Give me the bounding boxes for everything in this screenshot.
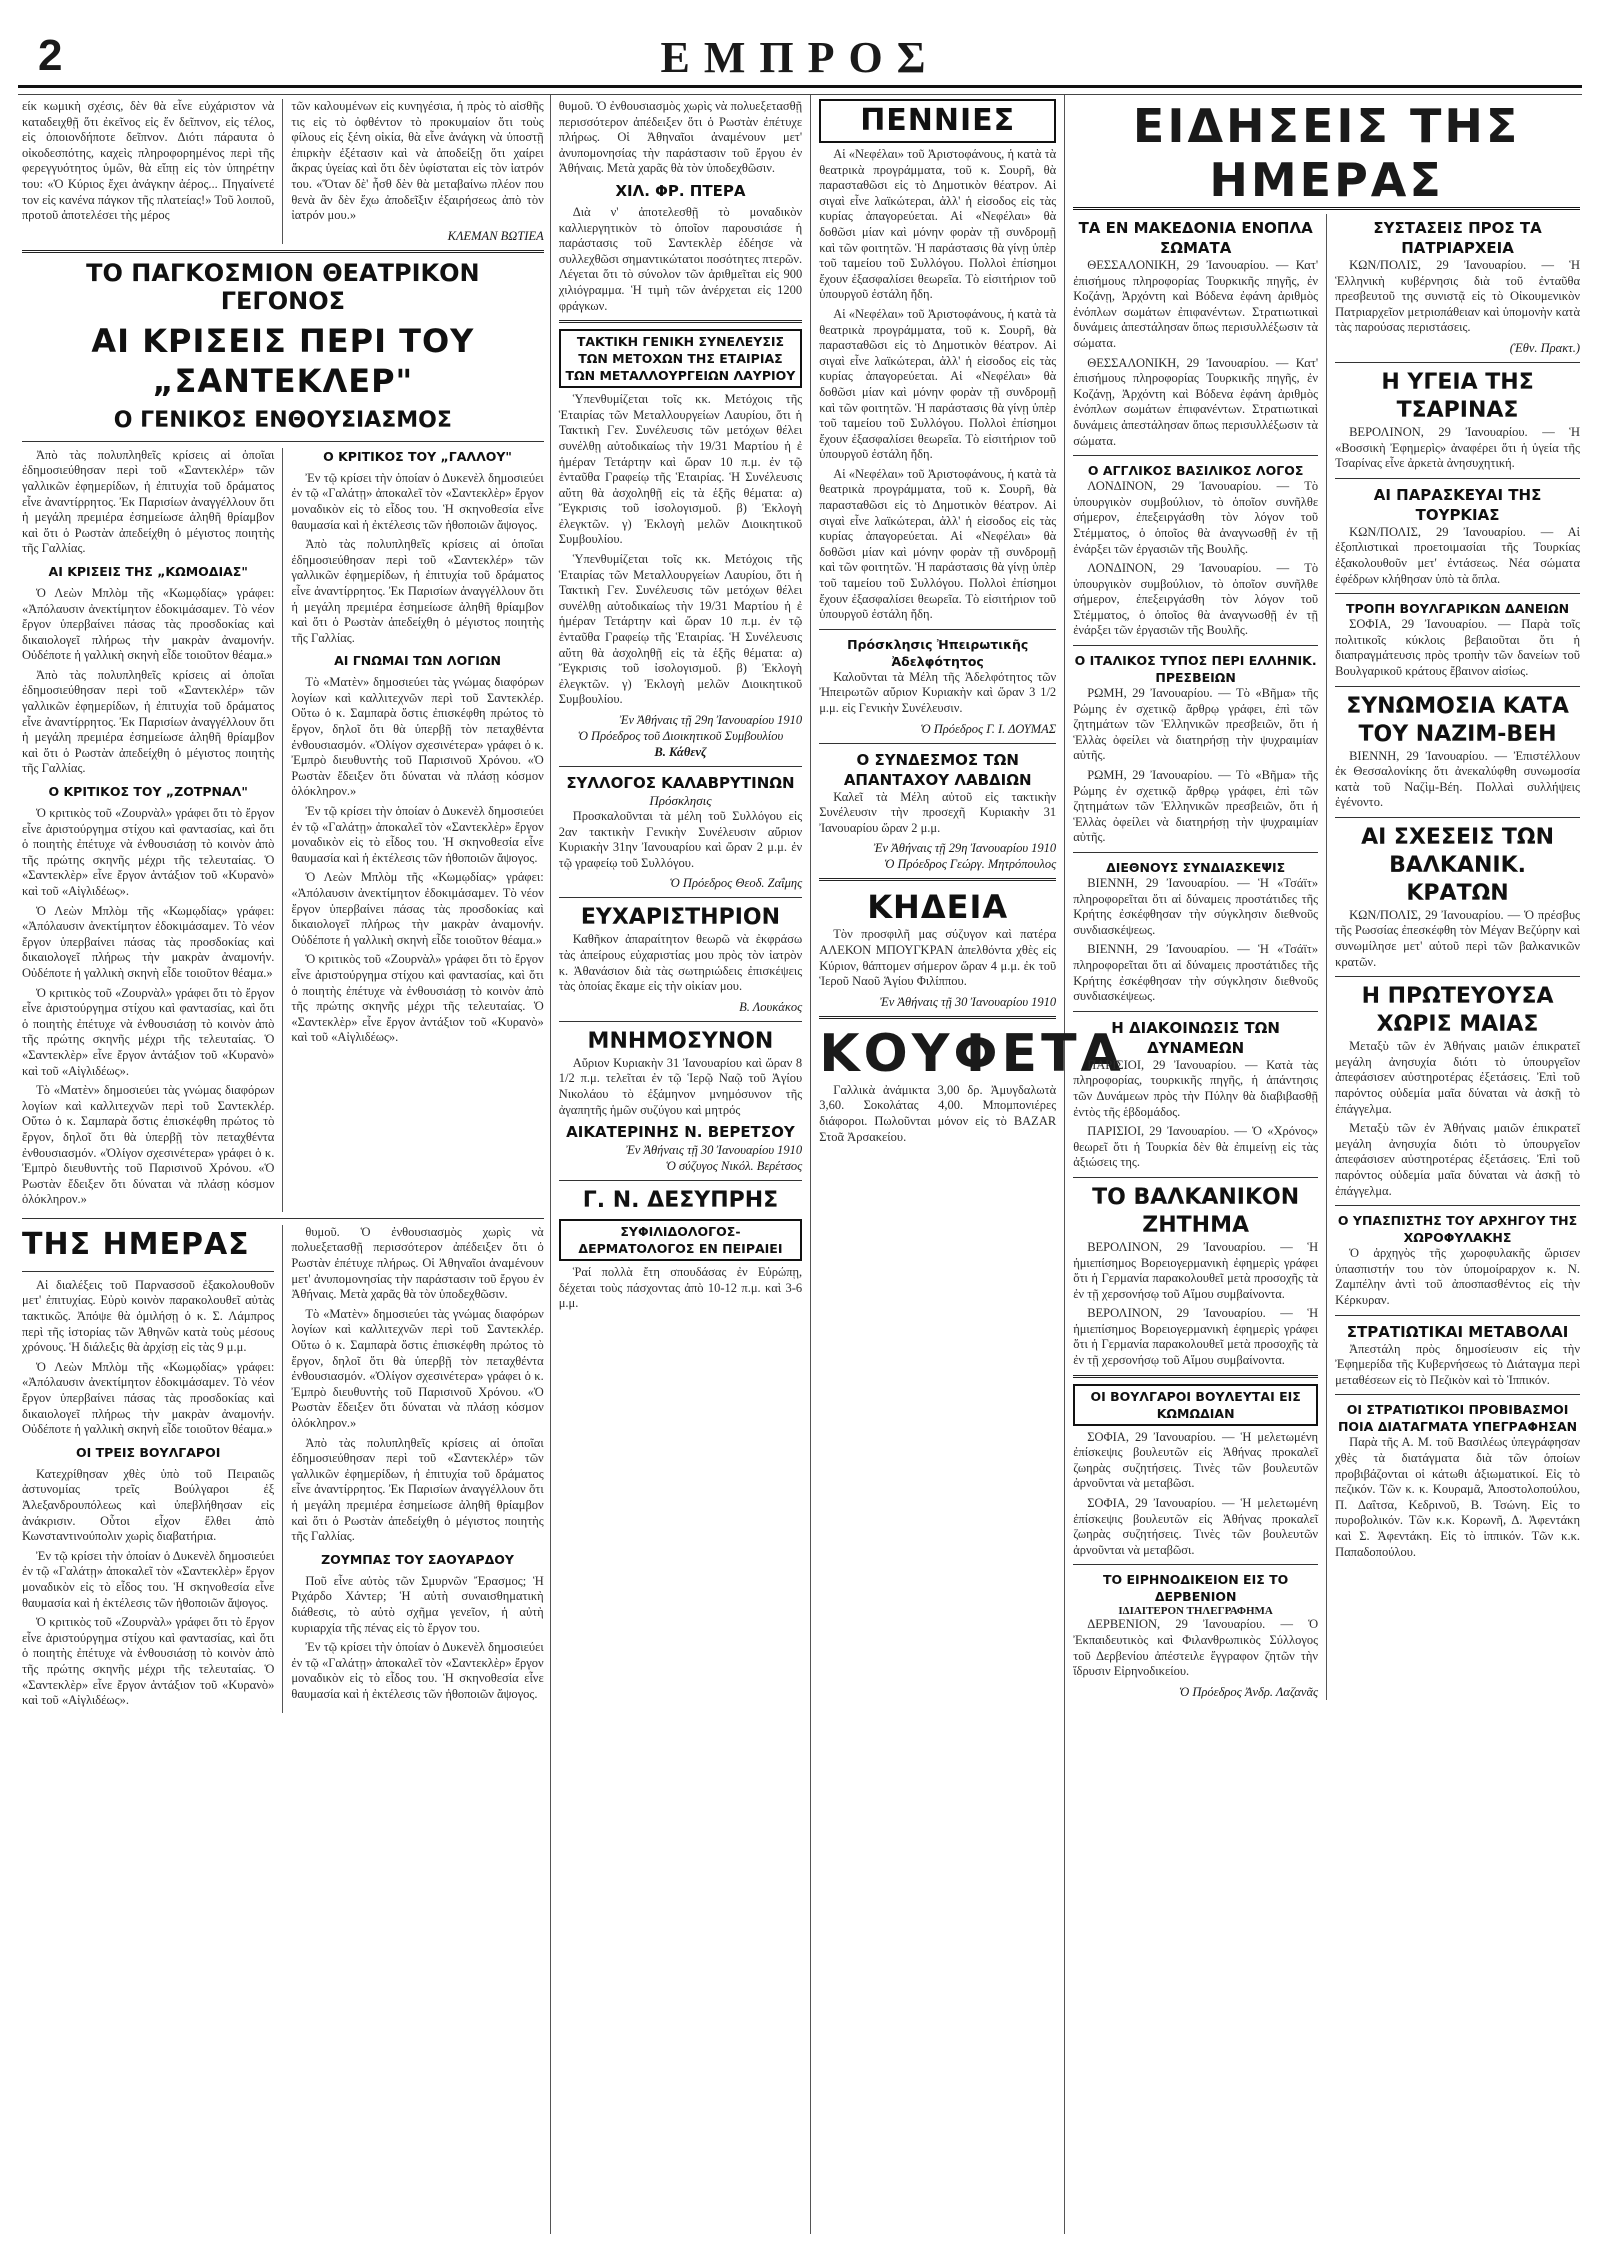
feature-right-text-1b: Ἀπὸ τὰς πολυπληθεῖς κρίσεις αἱ ὁποῖαι ἐδημοσιεύθησαν περὶ τοῦ «Σαντεκλέρ» τῶν γαλλικῶν ἐφημερίδων, ἡ ἐπιτυχία τοῦ δράματος εἶνε ἀναντίρρητος. Ἐκ Παρισίων ἀναγγέλλουν ὅτι ἡ μεγάλη πρεμιέρα ἐσημείωσε ἀληθῆ θρίαμβον καὶ ὅτι ὁ Ρωστὰν ἀπεδείχθη ὁ μέγιστος ποιητὴς τῆς Γαλλίας. [291, 537, 544, 645]
feature-right-text-3c: Ἀπὸ τὰς πολυπληθεῖς κρίσεις αἱ ὁποῖαι ἐδημοσιεύθησαν περὶ τοῦ «Σαντεκλέρ» τῶν γαλλικῶν ἐφημερίδων, ἡ ἐπιτυχία τοῦ δράματος εἶνε ἀναντίρρητος. Ἐκ Παρισίων ἀναγγέλλουν ὅτι ἡ μεγάλη πρεμιέρα ἐσημείωσε ἀληθῆ θρίαμβον καὶ ὅτι ὁ Ρωστὰν ἀπεδείχθη ὁ μέγιστος ποιητὴς τῆς Γαλλίας. [291, 1435, 544, 1544]
col4-lead: θυμοῦ. Ὁ ἐνθουσιασμὸς χωρὶς νὰ πολυεξετασθῇ περισσότερον ἀπέδειξεν ὅτι ὁ Ρωστὰν ἐπέτυχε πλήρως. Οἱ Ἀθηναῖοι ἀναμένουν μετ' ἀνυπομονησίας τὴν παράστασιν τοῦ ἔργου ἐν Ἀθήναις. Μετὰ χαρᾶς θὰ τὸν ὑποδεχθῶσιν. [558, 99, 803, 176]
paraskeues-text: ΚΩΝ/ΠΟΛΙΣ, 29 Ἰανουαρίου. — Αἱ ἐξοπλιστικαὶ προετοιμασίαι τῆς Τουρκίας ἐξακολουθοῦν μετ' ἐντάσεως. Νέα σώματα ἐφέδρων κλήθησαν ὑπὸ τὰ ὅπλα. [1335, 524, 1580, 586]
left-block [18, 95, 551, 2234]
voulgaroi-text: Κατεχρίθησαν χθὲς ὑπὸ τοῦ Πειραιῶς ἀστυνομίας τρεῖς Βούλγαροι ἐξ Ἀλεξανδρουπόλεως καὶ ὑπεβλήθησαν εἰς ἀνάκρισιν. Οὗτοι εἶχον ἔλθει ἀπὸ Κωνσταντινούπολιν χωρὶς διαβατήρια. [22, 1466, 275, 1544]
news-block [1065, 95, 1582, 2234]
feature-kicker: ΤΟ ΠΑΓΚΟΣΜΙΟΝ ΘΕΑΤΡΙΚΟΝ ΓΕΓΟΝΟΣ [86, 258, 480, 315]
synomosia-heading: ΣΥΝΩΜΟΣΙΑ ΚΑΤΑ ΤΟΥ ΝΑΖΙΜ-ΒΕΗ [1346, 693, 1569, 747]
balkaniko-text: ΒΕΡΟΛΙΝΟΝ, 29 Ἰανουαρίου. — Ἡ ἡμιεπίσημος Βορειογερμανικὴ ἐφημερὶς γράφει ὅτι ἡ Γερμανία παρακολουθεῖ μετὰ προσοχῆς τὰ ἐν τῇ χερσονήσῳ τοῦ Αἵμου συμβαίνοντα. [1073, 1239, 1319, 1301]
voulgaroi-text-c: Ὁ κριτικὸς τοῦ «Ζουρνὰλ» γράφει ὅτι τὸ ἔργον εἶνε ἀριστούργημα στίχου καὶ φαντασίας, καὶ ὅτι ὁ ποιητὴς ἐπέτυχε νὰ ἐνθουσιάσῃ τὸ κοινὸν ἀπὸ τῆς πρώτης σκηνῆς μέχρι τῆς τελευταίας. Ὁ «Σαντεκλὲρ» εἶνε ἔργον ἀντάξιον τοῦ «Κυρανὸ» καὶ τοῦ «Αἰγλιδέως». [22, 1615, 275, 1708]
synelefsis-signature: Ὁ Πρόεδρος τοῦ Διοικητικοῦ Συμβουλίου [577, 729, 784, 743]
systaseis-source: (Ἐθν. Πρακτ.) [1509, 340, 1580, 355]
pteria-heading: ΧΙΛ. ΦΡ. ΠΤΕΡΑ [615, 181, 746, 200]
syndesmos-text: Καλεῖ τὰ Μέλη αὐτοῦ εἰς τακτικὴν Συνέλευσιν τὴν προσεχῆ Κυριακὴν 31 Ἰανουαρίου ὥραν 2 μ.μ. [819, 789, 1057, 835]
provivasmoi-subheading: ΠΟΙΑ ΔΙΑΤΑΓΜΑΤΑ ΥΠΕΓΡΑΦΗΣΑΝ [1337, 1419, 1578, 1435]
italikos-text: ΡΩΜΗ, 29 Ἰανουαρίου. — Τὸ «Βῆμα» τῆς Ρώμης ἐν σχετικῷ ἄρθρῳ γράφει, ἐπὶ τῶν ζητημάτων τῶν Ἑλληνικῶν πρεσβειῶν, ὅτι ἡ Ἑλλὰς ὀφείλει νὰ διατηρήσῃ τὴν ψυχραιμίαν αὐτῆς. [1073, 686, 1319, 763]
pennies-text-c: Αἱ «Νεφέλαι» τοῦ Ἀριστοφάνους, ἡ κατὰ τὰ θεατρικὰ προγράμματα, τοῦ κ. Σουρῆ, θὰ παρασταθῶσι εἰς τὸ Δημοτικὸν θέατρον. Αἱ σιγαὶ εἶνε λαϊκώτεραι, ἀλλ' ἡ εἰσοδος εἰς τὰς κυρίας ἀπαγορεύεται. Αἱ «Νεφέλαι» θὰ δοθῶσι μίαν καὶ μόνην φορὰν τῇ συνδρομῇ καὶ τῶν φοιτητῶν. Ἡ παράστασις θὰ γίνῃ ὑπὲρ τοῦ ταμείου τοῦ Συλλόγου. Πολλοὶ ἐπίσημοι ἔχουν ἐξασφαλίσει θεωρεῖα. Τὸ εἰσιτήριον τοῦ ὑπουργοῦ ἐστάλη ἤδη. [819, 466, 1057, 622]
kideia-text: Τὸν προσφιλῆ μας σύζυγον καὶ πατέρα ΑΛΕΚΟΝ ΜΠΟΥΓΚΡΑΝ ἀπελθόντα χθὲς εἰς Κύριον, θάπτομεν σήμερον ὥραν 4 μ.μ. ἐκ τοῦ Ἱεροῦ Ναοῦ Ἁγίου Φιλίππου. [819, 927, 1057, 989]
eirinodikeion-subheading: ΙΔΙΑΙΤΕΡΟΝ ΤΗΛΕΓΡΑΦΗΜΑ [1118, 1605, 1273, 1618]
kalavryta-signature: Ὁ Πρόεδρος Θεοδ. Ζαΐμης [669, 876, 803, 891]
synelefsis-heading: ΤΑΚΤΙΚΗ ΓΕΝΙΚΗ ΣΥΝΕΛΕΥΣΙΣ ΤΩΝ ΜΕΤΟΧΩΝ ΤΗΣ ΕΤΑΙΡΙΑΣ ΤΩΝ ΜΕΤΑΛΛΟΥΡΓΕΙΩΝ ΛΑΥΡΙΟΥ [559, 329, 802, 388]
feature-left-heading-2: Ο ΚΡΙΤΙΚΟΣ ΤΟΥ „ΖΟΤΡΝΑΛ" [48, 784, 248, 800]
columns [18, 94, 1582, 2234]
desypris-subheading: ΣΥΦΙΛΙΔΟΛΟΓΟΣ-ΔΕΡΜΑΤΟΛΟΓΟΣ ΕΝ ΠΕΙΡΑΙΕΙ [559, 1219, 802, 1261]
italikos-heading: Ο ΙΤΑΛΙΚΟΣ ΤΥΠΟΣ ΠΕΡΙ ΕΛΛΗΝΙΚ. ΠΡΕΣΒΕΙΩΝ [1074, 653, 1317, 686]
hmeras-title: ΤΗΣ ΗΜΕΡΑΣ [22, 1226, 250, 1262]
col2-signature: ΚΛΕΜΑΝ ΒΩΤΙΕΑ [447, 228, 544, 243]
feature-left-text-1: Ἀπὸ τὰς πολυπληθεῖς κρίσεις αἱ ὁποῖαι ἐδημοσιεύθησαν περὶ τοῦ «Σαντεκλέρ» τῶν γαλλικῶν ἐφημερίδων, ἡ ἐπιτυχία τοῦ δράματος εἶνε ἀναντίρρητος. Ἐκ Παρισίων ἀναγγέλλουν ὅτι ἡ μεγάλη πρεμιέρα ἐσημείωσε ἀληθῆ θρίαμβον καὶ ὅτι ὁ Ρωστὰν ἀπεδείχθη ὁ μέγιστος ποιητὴς τῆς Γαλλίας. [22, 447, 275, 556]
kideia-date: Ἐν Ἀθήναις τῇ 30 Ἰανουαρίου 1910 [879, 994, 1057, 1009]
voulgaroi-heading: ΟΙ ΤΡΕΙΣ ΒΟΥΛΓΑΡΟΙ [76, 1444, 221, 1460]
balkaniko-text-b: ΒΕΡΟΛΙΝΟΝ, 29 Ἰανουαρίου. — Ἡ ἡμιεπίσημος Βορειογερμανικὴ ἐφημερὶς γράφει ὅτι ἡ Γερμανία παρακολουθεῖ μετὰ προσοχῆς τὰ ἐν τῇ χερσονήσῳ τοῦ Αἵμου συμβαίνοντα. [1073, 1306, 1319, 1368]
synelefsis-signature-name: Β. Κάθενζ [654, 745, 707, 759]
scheseis-heading: ΑΙ ΣΧΕΣΕΙΣ ΤΩΝ ΒΑΛΚΑΝΙΚ. ΚΡΑΤΩΝ [1361, 824, 1555, 906]
eidhseis-heading: ΕΙΔΗΣΕΙΣ ΤΗΣ ΗΜΕΡΑΣ [1073, 99, 1580, 210]
kalavryta-subheading: Πρόσκλησις [649, 793, 712, 808]
synomosia-text: ΒΙΕΝΝΗ, 29 Ἰανουαρίου. — Ἐπιστέλλουν ἐκ Θεσσαλονίκης ὅτι ἀνεκαλύφθη συνωμοσία κατὰ τοῦ Ναζὶμ-Βέη. Πολλαὶ συλλήψεις ἐγένοντο. [1335, 748, 1580, 810]
protevousa-text: Μεταξὺ τῶν ἐν Ἀθήναις μαιῶν ἐπικρατεῖ μεγάλη ἀνησυχία διότι τὸ ὑπουργεῖον ἀπεφάσισεν αὐστηροτέρας ἐξετάσεις. Ἐπὶ τοῦ παρόντος οὐδεμία μαῖα δύναται νὰ ἀσκῇ τὸ ἐπάγγελμα. [1335, 1039, 1580, 1116]
feature-left-text-3d: Τὸ «Ματὲν» δημοσιεύει τὰς γνώμας διαφόρων λογίων καὶ καλλιτεχνῶν περὶ τοῦ Σαντεκλέρ. Οὕτω ὁ κ. Σαμπαρὰ ὅστις ἐπισκέφθη πρώτος τὸ ἔργον, δηλοῖ ὅτι θὰ ὑπερβῇ τὸν πεταχθέντα ἐνθουσιασμόν. «Ὀλίγον σχεσινέτερα» γράφει ὁ κ. Ἐμπρὸ διευθυντὴς τοῦ Παρισινοῦ Χρόνου. «Ὁ Ρωστὰν ἔδειξεν ὅτι δύναται νὰ πλάσῃ κόσμον ὁλόκληρον.» [22, 1083, 275, 1207]
feature-right-text-1: Ἐν τῷ κρίσει τὴν ὁποίαν ὁ Δυκενὲλ δημοσιεύει ἐν τῷ «Γαλάτῃ» ἀποκαλεῖ τὸν «Σαντεκλὲρ» ἔργον μοναδικὸν εἰς τὸ εἶδος του. Ἡ σκηνοθεσία εἶνε θαυμασία καὶ ἡ ἐκτέλεσις τῶν ἠθοποιῶν ἄψογος. [291, 470, 544, 532]
eucharist-signature: Β. Λουκάκος [739, 999, 803, 1014]
syndesmos-heading: Ο ΣΥΝΔΕΣΜΟΣ ΤΩΝ ΑΠΑΝΤΑΧΟΥ ΛΑΒΔΙΩΝ [843, 750, 1032, 789]
column-5 [811, 95, 1125, 2234]
zoumbos-text-b: Ἐν τῷ κρίσει τὴν ὁποίαν ὁ Δυκενὲλ δημοσιεύει ἐν τῷ «Γαλάτῃ» ἀποκαλεῖ τὸν «Σαντεκλὲρ» ἔργον μοναδικὸν εἰς τὸ εἶδος του. Ἡ σκηνοθεσία εἶνε θαυμασία καὶ ἡ ἐκτέλεσις τῶν ἠθοποιῶν ἄψογος. [291, 1640, 544, 1701]
voulgaroi-text-2b: ΣΟΦΙΑ, 29 Ἰανουαρίου. — Ἡ μελετωμένη ἐπίσκεψις βουλευτῶν εἰς Ἀθήνας προκαλεῖ ζωηρὰς συζητήσεις. Τινὲς τῶν βουλευτῶν ἀρνοῦνται νὰ μεταβῶσι. [1073, 1496, 1319, 1557]
voulgaroi-text-b: Ἐν τῷ κρίσει τὴν ὁποίαν ὁ Δυκενὲλ δημοσιεύει ἐν τῷ «Γαλάτῃ» ἀποκαλεῖ τὸν «Σαντεκλὲρ» ἔργον μοναδικὸν εἰς τὸ εἶδος του. Ἡ σκηνοθεσία εἶνε θαυμασία καὶ ἡ ἐκτέλεσις τῶν ἠθοποιῶν ἄψογος. [22, 1548, 275, 1610]
provivasmoi-heading: ΟΙ ΣΤΡΑΤΙΩΤΙΚΟΙ ΠΡΟΒΙΒΑΣΜΟΙ [1346, 1402, 1569, 1418]
feature-left-text-3: Ὁ κριτικὸς τοῦ «Ζουρνὰλ» γράφει ὅτι τὸ ἔργον εἶνε ἀριστούργημα στίχου καὶ φαντασίας, καὶ ὅτι ὁ ποιητὴς ἐπέτυχε νὰ ἐνθουσιάσῃ τὸ κοινὸν ἀπὸ τῆς πρώτης σκηνῆς μέχρι τῆς τελευταίας. Ὁ «Σαντεκλὲρ» εἶνε ἔργον ἀντάξιον τοῦ «Κυρανὸ» καὶ τοῦ «Αἰγλιδέως». [22, 806, 275, 898]
systaseis-heading: ΣΥΣΤΑΣΕΙΣ ΠΡΟΣ ΤΑ ΠΑΤΡΙΑΡΧΕΙΑ [1373, 219, 1542, 257]
systaseis-text: ΚΩΝ/ΠΟΛΙΣ, 29 Ἰανουαρίου. — Ἡ Ἑλληνικὴ κυβέρνησις διὰ τοῦ ἐνταῦθα πρεσβευτοῦ της συνιστᾷ εἰς τὸ Οἰκουμενικὸν Πατριαρχεῖον μετριοπάθειαν καὶ ὑπομονὴν κατὰ τὰς παρούσας περιστάσεις. [1335, 258, 1580, 335]
italikos-text-b: ΡΩΜΗ, 29 Ἰανουαρίου. — Τὸ «Βῆμα» τῆς Ρώμης ἐν σχετικῷ ἄρθρῳ γράφει, ἐπὶ τῶν ζητημάτων τῶν Ἑλληνικῶν πρεσβειῶν, ὅτι ἡ Ἑλλὰς ὀφείλει νὰ διατηρήσῃ τὴν ψυχραιμίαν αὐτῆς. [1073, 768, 1319, 845]
syndesmos-signature: Ὁ Πρόεδρος Γεώργ. Μητρόπουλος [884, 857, 1057, 872]
synelefsis-text: Ὑπενθυμίζεται τοῖς κκ. Μετόχοις τῆς Ἑταιρίας τῶν Μεταλλουργείων Λαυρίου, ὅτι ἡ Τακτικὴ Γεν. Συνέλευσις τῶν μετόχων θέλει συνέλθῃ αὐτοδικαίως τὴν 19/31 Μαρτίου ἡ ἐ ἡμέραν Τετάρτην καὶ ὥραν 10 π.μ. ἐν τῷ ἐνταῦθα Γραφείῳ τῆς Ἑταιρίας. Ἡ Συνέλευσις αὕτη θὰ ἀσχοληθῇ εἰς τὰ ἑξῆς θέματα: α) Ἔγκρισις τοῦ ἰσολογισμοῦ. β) Ἐκλογὴ ἐλεγκτῶν. γ) Ἐκλογὴ μελῶν Διοικητικοῦ Συμβουλίου. [558, 392, 803, 547]
feature-right-text-3: θυμοῦ. Ὁ ἐνθουσιασμὸς χωρὶς νὰ πολυεξετασθῇ περισσότερον ἀπέδειξεν ὅτι ὁ Ρωστὰν ἐπέτυχε πλήρως. Οἱ Ἀθηναῖοι ἀναμένουν μετ' ἀνυπομονησίας τὴν παράστασιν τοῦ ἔργου ἐν Ἀθήναις. Μετὰ χαρᾶς θὰ τὸν ὑποδεχθῶσιν. [291, 1224, 544, 1302]
mnimosyno-signature: Ὁ σύζυγος Νικόλ. Βερέτσος [665, 1159, 803, 1174]
feature-left-heading-1: ΑΙ ΚΡΙΣΕΙΣ ΤΗΣ „ΚΩΜΟΔΙΑΣ" [48, 563, 248, 579]
eirinodikeion-signature: Ὁ Πρόεδρος Ἀνδρ. Λαζανᾶς [1179, 1684, 1319, 1699]
eirinodikeion-text: ΔΕΡΒΕΝΙΟΝ, 29 Ἰανουαρίου. — Ὁ Ἐκπαιδευτικὸς καὶ Φιλανθρωπικὸς Σύλλογος τοῦ Δερβενίου ἀπέστειλε ἔγγραφον ζητῶν τὴν ἵδρυσιν Εἰρηνοδικείου. [1073, 1617, 1319, 1679]
koufeta-heading: ΚΟΥΦΕΤΑ [819, 1023, 1125, 1084]
feature-right-text-2: Τὸ «Ματὲν» δημοσιεύει τὰς γνώμας διαφόρων λογίων καὶ καλλιτεχνῶν περὶ τοῦ Σαντεκλέρ. Οὕτω ὁ κ. Σαμπαρὰ ὅστις ἐπισκέφθη πρώτος τὸ ἔργον, δηλοῖ ὅτι θὰ ὑπερβῇ τὸν πεταχθέντα ἐνθουσιασμόν. «Ὀλίγον σχεσινέτερα» γράφει ὁ κ. Ἐμπρὸ διευθυντὴς τοῦ Παρισινοῦ Χρόνου. «Ὁ Ρωστὰν ἔδειξεν ὅτι δύναται νὰ πλάσῃ κόσμον ὁλόκληρον.» [291, 675, 544, 799]
syndesmos-date: Ἐν Ἀθήναις τῇ 29η Ἰανουαρίου 1910 [873, 841, 1057, 856]
synelefsis-date: Ἐν Ἀθήναις τῇ 29η Ἰανουαρίου 1910 [619, 713, 803, 727]
col1-intro: είκ κωμικὴ σχέσις, δὲν θὰ εἶνε εὐχάριστον νὰ καταδειχθῇ ὅτι ἐκεῖνος εἰς ἕν δεῖπνον, εἰς τέλος, εἰς ὁποιονδήποτε δεῖπνον. Διότι πάραυτα ὁ οἰκοδεσπότης, καχεὶς πληροφορημένος περὶ τῆς φερεγγυότητος ὑμῶν, θὰ εἴπῃ εἰς τὸν ὑπηρέτην του: «Ὁ Κύριος ἔχει ἀνάγκην ἀέρος... Πηγαίνετέ τον εἰς κανένα πάγκον τῆς πλατείας!» Τοῦ λοιποῦ, προτοῦ ἀποτελέσει τὴς μέρος [22, 99, 275, 223]
prosklisis-text: Καλοῦνται τὰ Μέλη τῆς Ἀδελφότητος τῶν Ἠπειρωτῶν αὔριον Κυριακὴν καὶ ὥραν 3 1/2 μ.μ. εἰς Γενικὴν Συνέλευσιν. [819, 669, 1057, 715]
ygeia-heading: Η ΥΓΕΙΑ ΤΗΣ ΤΣΑΡΙΝΑΣ [1381, 369, 1534, 423]
daneion-heading: ΤΡΟΠΗ ΒΟΥΛΓΑΡΙΚΩΝ ΔΑΝΕΙΩΝ [1345, 601, 1570, 617]
feature-left-text-3c: Ὁ κριτικὸς τοῦ «Ζουρνὰλ» γράφει ὅτι τὸ ἔργον εἶνε ἀριστούργημα στίχου καὶ φαντασίας, καὶ ὅτι ὁ ποιητὴς ἐπέτυχε νὰ ἐνθουσιάσῃ τὸ κοινὸν ἀπὸ τῆς πρώτης σκηνῆς μέχρι τῆς τελευταίας. Ὁ «Σαντεκλὲρ» εἶνε ἔργον ἀντάξιον τοῦ «Κυρανὸ» καὶ τοῦ «Αἰγλιδέως». [22, 985, 275, 1078]
feature-left-text-3b: Ὁ Λεὼν Μπλὸμ τῆς «Κωμῳδίας» γράφει: «Ἀπόλαυσιν ἀνεκτίμητον ἐδοκιμάσαμεν. Τὸ νέον ἔργον ὑπερβαίνει πάσας τὰς προσδοκίας καὶ δικαιολογεῖ πλήρως τὴν μακρὰν ἀναμονήν. Οὐδέποτε ἡ γαλλικὴ σκηνὴ εἶδε τοιοῦτον θέαμα.» [22, 903, 275, 980]
page-number: 2 [38, 31, 63, 80]
kideia-heading: ΚΗΔΕΙΑ [867, 888, 1009, 927]
feature-right-text-3b: Τὸ «Ματὲν» δημοσιεύει τὰς γνώμας διαφόρων λογίων καὶ καλλιτεχνῶν περὶ τοῦ Σαντεκλέρ. Οὕτω ὁ κ. Σαμπαρὰ ὅστις ἐπισκέφθη πρώτος τὸ ἔργον, δηλοῖ ὅτι θὰ ὑπερβῇ τὸν πεταχθέντα ἐνθουσιασμόν. «Ὀλίγον σχεσινέτερα» γράφει ὁ κ. Ἐμπρὸ διευθυντὴς τοῦ Παρισινοῦ Χρόνου. «Ὁ Ρωστὰν ἔδειξεν ὅτι δύναται νὰ πλάσῃ κόσμον ὁλόκληρον.» [291, 1306, 544, 1430]
kalavryta-heading: ΣΥΛΛΟΓΟΣ ΚΑΛΑΒΡΥΤΙΝΩΝ [566, 774, 795, 792]
makedonia-text: ΘΕΣΣΑΛΟΝΙΚΗ, 29 Ἰανουαρίου. — Κατ' ἐπισήμους πληροφορίας Τουρκικῆς πηγῆς, ἐν Κοζάνῃ, Ἀρχόντη καὶ Βόδενα ἐφάνη ἀριθμὸς ἐνόπλων σωμάτων ἐπιφανέντων. Στρατιωτικαὶ δυνάμεις ἀπεστάλησαν ὅπως περισυλλέξωσιν τὰ σώματα. [1073, 258, 1319, 350]
prosklisis-heading: Πρόσκλησις Ἠπειρωτικῆς Ἀδελφότητος [847, 636, 1029, 669]
provivasmoi-text: Παρὰ τῆς Α. Μ. τοῦ Βασιλέως ὑπεγράφησαν χθὲς τὰ διατάγματα διὰ τῶν ὁποίων προβιβάζονται οἱ κάτωθι ἀξιωματικοί. Εἰς τὸ πεζικόν. Τῶν κ. κ. Κουραμᾶ, Ἀποστολοπούλου, Π. Δαΐτσα, Κεδρινοῦ, Β. Τσώνη. Εἰς το πυροβολικόν. Τῶν κ.κ. Κορωνῆ, Δ. Ἀφεντάκη καὶ Σ. Ἀφεντάκη. Εἰς τὸ ἱππικόν. Τῶν κ.κ. Παπαδοπούλου. [1335, 1435, 1580, 1559]
prosklisis-signature: Ὁ Πρόεδρος Γ. Ι. ΔΟΥΜΑΣ [920, 721, 1057, 736]
pennies-text-b: Αἱ «Νεφέλαι» τοῦ Ἀριστοφάνους, ἡ κατὰ τὰ θεατρικὰ προγράμματα, τοῦ κ. Σουρῆ, θὰ παρασταθῶσι εἰς τὸ Δημοτικὸν θέατρον. Αἱ σιγαὶ εἶνε λαϊκώτεραι, ἀλλ' ἡ εἰσοδος εἰς τὰς κυρίας ἀπαγορεύεται. Αἱ «Νεφέλαι» θὰ δοθῶσι μίαν καὶ μόνην φορὰν τῇ συνδρομῇ καὶ τῶν φοιτητῶν. Ἡ παράστασις θὰ γίνῃ ὑπὲρ τοῦ ταμείου τοῦ Συλλόγου. Πολλοὶ ἐπίσημοι ἔχουν ἐξασφαλίσει θεωρεῖα. Τὸ εἰσιτήριον τοῦ ὑπουργοῦ ἐστάλη ἤδη. [819, 306, 1057, 462]
koufeta-text: Γαλλικὰ ἀνάμικτα 3,00 δρ. Ἀμυγδαλωτὰ 3,60. Σοκολάτας 4,00. Μπομπονιέρες διάφοροι. Πωλοῦνται μόνον εἰς τὸ BAZAR Στοᾶ Ἀρσακείου. [819, 1082, 1057, 1144]
mnimosyno-date: Ἐν Ἀθήναις τῇ 30 Ἰανουαρίου 1910 [625, 1143, 803, 1158]
metavolai-text: Ἀπεστάλη πρὸς δημοσίευσιν εἰς τὴν Ἐφημερίδα τῆς Κυβερνήσεως τὸ Διάταγμα περὶ μεταθέσεων εἰς τὸ Πεζικὸν καὶ τὸ Ἱππικόν. [1335, 1341, 1580, 1387]
diakoinosis-text-2: ΠΑΡΙΣΙΟΙ, 29 Ἰανουαρίου. — Ὁ «Χρόνος» θεωρεῖ ὅτι ἡ Τουρκία δὲν θὰ ἐπιμείνῃ εἰς τὰς ἀξιώσεις της. [1073, 1124, 1319, 1170]
feature-left-text-2: Ὁ Λεὼν Μπλὸμ τῆς «Κωμῳδίας» γράφει: «Ἀπόλαυσιν ἀνεκτίμητον ἐδοκιμάσαμεν. Τὸ νέον ἔργον ὑπερβαίνει πάσας τὰς προσδοκίας καὶ δικαιολογεῖ πλήρως τὴν μακρὰν ἀναμονήν. Οὐδέποτε ἡ γαλλικὴ σκηνὴ εἶδε τοιοῦτον θέαμα.» [22, 585, 275, 663]
eirinodikeion-heading: ΤΟ ΕΙΡΗΝΟΔΙΚΕΙΟΝ ΕΙΣ ΤΟ ΔΕΡΒΕΝΙΟΝ [1103, 1572, 1289, 1605]
hmeras-text: Αἱ διαλέξεις τοῦ Παρνασσοῦ ἐξακολουθοῦν μετ' ἐπιτυχίας. Εὐρὺ κοινὸν παρακολουθεῖ αὐτὰς τακτικῶς. Ἀπόψε θὰ ὁμιλήσῃ ὁ κ. Σ. Λάμπρος περὶ τῆς ἱστορίας τῶν Ἀθηνῶν κατὰ τοὺς μέσους χρόνους. Ἡ διάλεξις θὰ ἀρχίσῃ εἰς τὰς 9 μ.μ. [22, 1277, 275, 1355]
paper-name: ΕΜΠΡΟΣ [660, 33, 940, 82]
voulgaroi-heading-2: ΟΙ ΒΟΥΛΓΑΡΟΙ ΒΟΥΛΕΥΤΑΙ ΕΙΣ ΚΩΜΩΔΙΑΝ [1073, 1384, 1318, 1426]
eucharist-text: Καθῆκον ἀπαραίτητον θεωρῶ νὰ ἐκφράσω τὰς ἀπείρους εὐχαριστίας μου πρὸς τὸν ἰατρὸν κ. Ἀθανάσιον διὰ τὰς σωτηριώδεις ἐπισκέψεις τὰς ὁποίας ἔκαμε εἰς τὴν οἰκίαν μου. [558, 932, 803, 994]
feature-right-text-2c: Ὁ Λεὼν Μπλὸμ τῆς «Κωμῳδίας» γράφει: «Ἀπόλαυσιν ἀνεκτίμητον ἐδοκιμάσαμεν. Τὸ νέον ἔργον ὑπερβαίνει πάσας τὰς προσδοκίας καὶ δικαιολογεῖ πλήρως τὴν μακρὰν ἀναμονήν. Οὐδέποτε ἡ γαλλικὴ σκηνὴ εἶδε τοιοῦτον θέαμα.» [291, 870, 544, 947]
pteria-text: Διὰ ν' ἀποτελεσθῇ τὸ μοναδικὸν καλλιεργητικὸν τὸ ὁποῖον παρουσιάσε ἡ παράστασις τοῦ Σαντεκλὲρ ἐδέησε νὰ συλλεχθῶσι σημαντικώτατοι ποσότητες πτερῶν. Λέγεται ὅτι τὸ σύνολον τῶν ἀριθμεῖται εἰς 900 χιλιόγραμμα. Ἡ τιμὴ τῶν ἀνέρχεται εἰς 1200 φράγκων. [558, 204, 803, 313]
col2-intro: τῶν καλουμένων εἰς κυνηγέσια, ἡ πρὸς τὸ αἰσθῆς τις εἰς τὸ ὀφθέντον τὸ προκυμαίον ὅτι τοὺς φίλους εἰς ξένη οἰκία, θὰ εἶνε ἀνάγκη νὰ ὑποστῇ ἐπιρκὴν ἐξέτασιν καὶ νὰ ἀποδείξῃ ὅτι χαίρει ἄκρας ὑγείας καὶ ὅτι δὲν ὑφίσταται εἰς τὸν ἰατρόν του. «Ὅταν δὲ' ἦσθ δὲν θὰ μεταβαίνω πλέον που θενὰ ἂν δὲν ἔχω ἀποδεῖξιν ἐξαιρήσεως ἀπὸ τὸν ἰατρόν μου.» [291, 99, 544, 223]
makedonia-heading: ΤΑ ΕΝ ΜΑΚΕΔΟΝΙΑ ΕΝΟΠΛΑ ΣΩΜΑΤΑ [1078, 219, 1313, 257]
hmeras-text-b: Ὁ Λεὼν Μπλὸμ τῆς «Κωμῳδίας» γράφει: «Ἀπόλαυσιν ἀνεκτίμητον ἐδοκιμάσαμεν. Τὸ νέον ἔργον ὑπερβαίνει πάσας τὰς προσδοκίας καὶ δικαιολογεῖ πλήρως τὴν μακρὰν ἀναμονήν. Οὐδέποτε ἡ γαλλικὴ σκηνὴ εἶδε τοιοῦτον θέαμα.» [22, 1359, 275, 1437]
feature-headline: ΑΙ ΚΡΙΣΕΙΣ ΠΕΡΙ ΤΟΥ „ΣΑΝΤΕΚΛΕΡ" [91, 321, 475, 400]
feature-subhead: Ο ΓΕΝΙΚΟΣ ΕΝΘΟΥΣΙΑΣΜΟΣ [113, 407, 452, 433]
diakoinosis-text: ΠΑΡΙΣΙΟΙ, 29 Ἰανουαρίου. — Κατὰ τὰς πληροφορίας, τουρκικῆς πηγῆς, ἡ ἀπάντησις τῶν Δυνάμεων πρὸς τὴν Πύλην θὰ διαβιβασθῇ ἐντὸς τῆς ἑβδομάδος. [1073, 1057, 1319, 1119]
desypris-text: Ῥαί πολλὰ ἔτη σπουδάσας ἐν Εὐρώπῃ, δέχεται τοὺς πάσχοντας ἀπὸ 10-12 π.μ. καὶ 3-6 μ.μ. [558, 1265, 803, 1311]
makedonia-text-b: ΘΕΣΣΑΛΟΝΙΚΗ, 29 Ἰανουαρίου. — Κατ' ἐπισήμους πληροφορίας Τουρκικῆς πηγῆς, ἐν Κοζάνῃ, Ἀρχόντη καὶ Βόδενα ἐφάνη ἀριθμὸς ἐνόπλων σωμάτων ἐπιφανέντων. Στρατιωτικαὶ δυνάμεις ἀπεστάλησαν ὅπως περισυλλέξωσιν τὰ σώματα. [1073, 355, 1319, 448]
mnimosyno-text: Αὔριον Κυριακὴν 31 Ἰανουαρίου καὶ ὥραν 8 1/2 π.μ. τελεῖται ἐν τῷ Ἱερῷ Ναῷ τοῦ Ἁγίου Νικολάου τὸ ἐξάμηνον μνημόσυνον τῆς ἀγαπητῆς ἡμῶν συζύγου καὶ μητρός [558, 1055, 803, 1117]
synelefsis-text-b: Ὑπενθυμίζεται τοῖς κκ. Μετόχοις τῆς Ἑταιρίας τῶν Μεταλλουργείων Λαυρίου, ὅτι ἡ Τακτικὴ Γεν. Συνέλευσις τῶν μετόχων θέλει συνέλθῃ αὐτοδικαίως τὴν 19/31 Μαρτίου ἡ ἐ ἡμέραν Τετάρτην καὶ ὥραν 10 π.μ. ἐν τῷ ἐνταῦθα Γραφείῳ τῆς Ἑταιρίας. Ἡ Συνέλευσις αὕτη θὰ ἀσχοληθῇ εἰς τὰ ἑξῆς θέματα: α) Ἔγκρισις τοῦ ἰσολογισμοῦ. β) Ἐκλογὴ ἐλεγκτῶν. γ) Ἐκλογὴ μελῶν Διοικητικοῦ Συμβουλίου. [558, 552, 803, 707]
column-4 [551, 95, 811, 2234]
feature-right-text-2d: Ὁ κριτικὸς τοῦ «Ζουρνὰλ» γράφει ὅτι τὸ ἔργον εἶνε ἀριστούργημα στίχου καὶ φαντασίας, καὶ ὅτι ὁ ποιητὴς ἐπέτυχε νὰ ἐνθουσιάσῃ τὸ κοινὸν ἀπὸ τῆς πρώτης σκηνῆς μέχρι τῆς τελευταίας. Ὁ «Σαντεκλὲρ» εἶνε ἔργον ἀντάξιον τοῦ «Κυρανὸ» καὶ τοῦ «Αἰγλιδέως». [291, 952, 544, 1045]
syndiaskepsis-text: ΒΙΕΝΝΗ, 29 Ἰανουαρίου. — Ἡ «Τσάϊτ» πληροφορεῖται ὅτι αἱ δύναμεις προστάτιδες τῆς Κρήτης ἐσκέφθησαν τὴν σύγκλησιν διεθνοῦς συνδιασκέψεως. [1073, 876, 1319, 937]
daneion-text: ΣΟΦΙΑ, 29 Ἰανουαρίου. — Παρὰ τοῖς πολιτικοῖς κύκλοις βεβαιοῦται ὅτι ἡ διαπραγμάτευσις πρὸς τροπὴν τῶν δανείων τοῦ Βουλγαρικοῦ κράτους ἔβαινον αἰσίως. [1335, 617, 1580, 678]
mnimosyno-name: ΑΙΚΑΤΕΡΙΝΗΣ Ν. ΒΕΡΕΤΣΟΥ [566, 1123, 795, 1142]
balkaniko-heading: ΤΟ ΒΑΛΚΑΝΙΚΟΝ ΖΗΤΗΜΑ [1092, 1184, 1300, 1238]
diakoinosis-heading: Η ΔΙΑΚΟΙΝΩΣΙΣ ΤΩΝ ΔΥΝΑΜΕΩΝ [1111, 1018, 1280, 1057]
masthead [18, 31, 1582, 88]
syndiaskepsis-text-b: ΒΙΕΝΝΗ, 29 Ἰανουαρίου. — Ἡ «Τσάϊτ» πληροφορεῖται ὅτι αἱ δύναμεις προστάτιδες τῆς Κρήτης ἐσκέφθησαν τὴν σύγκλησιν διεθνοῦς συνδιασκέψεως. [1073, 942, 1319, 1004]
pennies-text: Αἱ «Νεφέλαι» τοῦ Ἀριστοφάνους, ἡ κατὰ τὰ θεατρικὰ προγράμματα, τοῦ κ. Σουρῆ, θὰ παρασταθῶσι εἰς τὸ Δημοτικὸν θέατρον. Αἱ σιγαὶ εἶνε λαϊκώτεραι, ἀλλ' ἡ εἰσοδος εἰς τὰς κυρίας ἀπαγορεύεται. Αἱ «Νεφέλαι» θὰ δοθῶσι μίαν καὶ μόνην φορὰν τῇ συνδρομῇ καὶ τῶν φοιτητῶν. Ἡ παράστασις θὰ γίνῃ ὑπὲρ τοῦ ταμείου τοῦ Συλλόγου. Πολλοὶ ἐπίσημοι ἔχουν ἐξασφαλίσει θεωρεῖα. Τὸ εἰσιτήριον τοῦ ὑπουργοῦ ἐστάλη ἤδη. [819, 147, 1057, 302]
pennies-heading: ΠΕΝΝΙΕΣ [819, 99, 1056, 143]
feature-right-heading-1: Ο ΚΡΙΤΙΚΟΣ ΤΟΥ „ΓΑΛΛΟΥ" [323, 448, 512, 464]
syndiaskepsis-heading: ΔΙΕΘΝΟΥΣ ΣΥΝΔΙΑΣΚΕΨΙΣ [1106, 860, 1286, 875]
feature-left-text-2b: Ἀπὸ τὰς πολυπληθεῖς κρίσεις αἱ ὁποῖαι ἐδημοσιεύθησαν περὶ τοῦ «Σαντεκλέρ» τῶν γαλλικῶν ἐφημερίδων, ἡ ἐπιτυχία τοῦ δράματος εἶνε ἀναντίρρητος. Ἐκ Παρισίων ἀναγγέλλουν ὅτι ἡ μεγάλη πρεμιέρα ἐσημείωσε ἀληθῆ θρίαμβον καὶ ὅτι ὁ Ρωστὰν ἀπεδείχθη ὁ μέγιστος ποιητὴς τῆς Γαλλίας. [22, 667, 275, 776]
ygeia-text: ΒΕΡΟΛΙΝΟΝ, 29 Ἰανουαρίου. — Ἡ «Βοσσικὴ Ἐφημερὶς» ἀναφέρει ὅτι ἡ ὑγεία τῆς Τσαρίνας εἶνε ἀρκετὰ ἀνησυχητική. [1335, 424, 1580, 471]
mnimosyno-heading: ΜΝΗΜΟΣΥΝΟΝ [587, 1028, 774, 1054]
feature-right-heading-2: ΑΙ ΓΝΩΜΑΙ ΤΩΝ ΛΟΓΙΩΝ [334, 653, 501, 669]
agglikos-text: ΛΟΝΔΙΝΟΝ, 29 Ἰανουαρίου. — Τὸ ὑπουργικὸν συμβούλιον, τὸ ὁποῖον συνῆλθε σήμερον, ἐπεξειργάσθη τὸν λόγον τοῦ Στέμματος, ὁ ὁποῖος θὰ ἀναγνωσθῇ ἐν τῇ ἐνάρξει τῶν ἐργασιῶν τῆς Βουλῆς. [1073, 479, 1319, 556]
ypaspistis-heading: Ο ΥΠΑΣΠΙΣΤΗΣ ΤΟΥ ΑΡΧΗΓΟΥ ΤΗΣ ΧΩΡΟΦΥΛΑΚΗΣ [1337, 1213, 1578, 1246]
protevousa-text-b: Μεταξὺ τῶν ἐν Ἀθήναις μαιῶν ἐπικρατεῖ μεγάλη ἀνησυχία διότι τὸ ὑπουργεῖον ἀπεφάσισεν αὐστηροτέρας ἐξετάσεις. Ἐπὶ τοῦ παρόντος οὐδεμία μαῖα δύναται νὰ ἀσκῇ τὸ ἐπάγγελμα. [1335, 1121, 1580, 1198]
paraskeues-heading: ΑΙ ΠΑΡΑΣΚΕΥΑΙ ΤΗΣ ΤΟΥΡΚΙΑΣ [1373, 485, 1542, 524]
zoumbos-heading: ΖΟΥΜΠΑΣ ΤΟΥ ΣΑΟΥΑΡΔΟΥ [321, 1551, 514, 1567]
metavolai-heading: ΣΤΡΑΤΙΩΤΙΚΑΙ ΜΕΤΑΒΟΛΑΙ [1346, 1322, 1569, 1341]
kalavryta-text: Προσκαλοῦνται τὰ μέλη τοῦ Συλλόγου εἰς 2αν τακτικὴν Γενικὴν Συνέλευσιν αὔριον Κυριακὴν 31ην Ἰανουαρίου καὶ ὥραν 2 μ.μ. ἐν τῷ γραφείῳ τοῦ Συλλόγου. [558, 809, 803, 870]
agglikos-heading: Ο ΑΓΓΛΙΚΟΣ ΒΑΣΙΛΙΚΟΣ ΛΟΓΟΣ [1087, 463, 1304, 479]
ypaspistis-text: Ὁ ἀρχηγὸς τῆς χωροφυλακῆς ὥρισεν ὑπασπιστήν του τὸν ὑπομοίραρχον κ. Ν. Ζαμπέλην ἀντὶ τοῦ ἀποσπασθέντος εἰς τὴν Κέρκυραν. [1335, 1246, 1580, 1307]
desypris-heading: Γ. Ν. ΔΕΣΥΠΡΗΣ [582, 1188, 779, 1214]
feature-right-text-2b: Ἐν τῷ κρίσει τὴν ὁποίαν ὁ Δυκενὲλ δημοσιεύει ἐν τῷ «Γαλάτῃ» ἀποκαλεῖ τὸν «Σαντεκλὲρ» ἔργον μοναδικὸν εἰς τὸ εἶδος του. Ἡ σκηνοθεσία εἶνε θαυμασία καὶ ἡ ἐκτέλεσις τῶν ἠθοποιῶν ἄψογος. [291, 804, 544, 865]
protevousa-heading: Η ΠΡΩΤΕΥΟΥΣΑ ΧΩΡΙΣ ΜΑΙΑΣ [1361, 984, 1554, 1038]
scheseis-text: ΚΩΝ/ΠΟΛΙΣ, 29 Ἰανουαρίου. — Ὁ πρέσβυς τῆς Ρωσσίας ἐπεσκέφθη τὸν Μέγαν Βεζύρην καὶ συνωμίλησε μετ' αὐτοῦ περὶ τῶν βαλκανικῶν κρατῶν. [1335, 907, 1580, 969]
eucharist-heading: ΕΥΧΑΡΙΣΤΗΡΙΟΝ [580, 905, 781, 931]
voulgaroi-text-2: ΣΟΦΙΑ, 29 Ἰανουαρίου. — Ἡ μελετωμένη ἐπίσκεψις βουλευτῶν εἰς Ἀθήνας προκαλεῖ ζωηρὰς συζητήσεις. Τινὲς τῶν βουλευτῶν ἀρνοῦνται νὰ μεταβῶσι. [1073, 1429, 1319, 1491]
agglikos-text-b: ΛΟΝΔΙΝΟΝ, 29 Ἰανουαρίου. — Τὸ ὑπουργικὸν συμβούλιον, τὸ ὁποῖον συνῆλθε σήμερον, ἐπεξειργάσθη τὸν λόγον τοῦ Στέμματος, ὁ ὁποῖος θὰ ἀναγνωσθῇ ἐν τῇ ἐνάρξει τῶν ἐργασιῶν τῆς Βουλῆς. [1073, 561, 1319, 638]
zoumbos-text: Ποῦ εἶνε αὐτὸς τῶν Σμυρνῶν Ἔρασμος; Ἡ Ριχάρδο Χάντερ; Ἡ αὐτὴ συναισθηματικὴ διάθεσις, τὸ αὐτὸ σχῆμα γενεῖον, ἡ αὐτὴ κυριαρχία τῆς πένας εἰς τὸ ἔργον του. [291, 1573, 544, 1635]
